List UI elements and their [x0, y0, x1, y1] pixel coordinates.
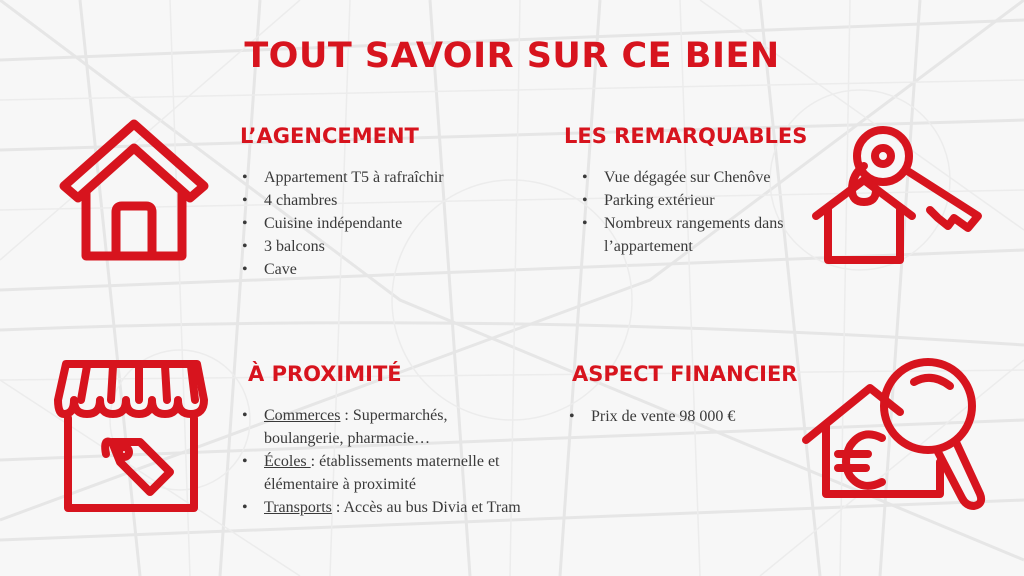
list-item: • Cave	[240, 258, 520, 281]
remarquables-list	[580, 166, 830, 258]
list-item: • Cuisine indépendante	[240, 212, 520, 235]
list-item: • Transports : Accès au bus Divia et Tram	[240, 496, 530, 519]
agencement-list	[240, 166, 520, 281]
proximite-heading: À PROXIMITÉ	[248, 362, 402, 386]
financier-heading: ASPECT FINANCIER	[572, 362, 798, 386]
list-item: • 3 balcons	[240, 235, 520, 258]
list-item: • Nombreux rangements dans l’appartement	[580, 212, 830, 258]
page-title: TOUT SAVOIR SUR CE BIEN	[244, 36, 780, 76]
commerces-label: Commerces	[264, 407, 341, 424]
house-key-icon	[808, 118, 986, 266]
proximite-list	[240, 404, 530, 519]
agencement-heading: L’AGENCEMENT	[240, 124, 419, 148]
remarquables-heading: LES REMARQUABLES	[564, 124, 808, 148]
list-item: • Prix de vente 98 000 €	[567, 405, 797, 428]
house-euro-magnifier-icon	[800, 354, 992, 514]
financier-list	[567, 405, 797, 428]
list-item: • Parking extérieur	[580, 189, 830, 212]
list-item: • Appartement T5 à rafraîchir	[240, 166, 520, 189]
transports-label: Transports	[264, 499, 332, 516]
list-item: • Écoles : établissements maternelle et élémentaire à proximité	[240, 450, 530, 496]
ecoles-label: Écoles	[264, 453, 311, 470]
list-item: • 4 chambres	[240, 189, 520, 212]
list-item: • Vue dégagée sur Chenôve	[580, 166, 830, 189]
shop-price-tag-icon	[54, 356, 209, 516]
list-item: • Commerces : Supermarchés, boulangerie, pharmacie…	[240, 404, 530, 450]
house-icon	[52, 114, 217, 264]
